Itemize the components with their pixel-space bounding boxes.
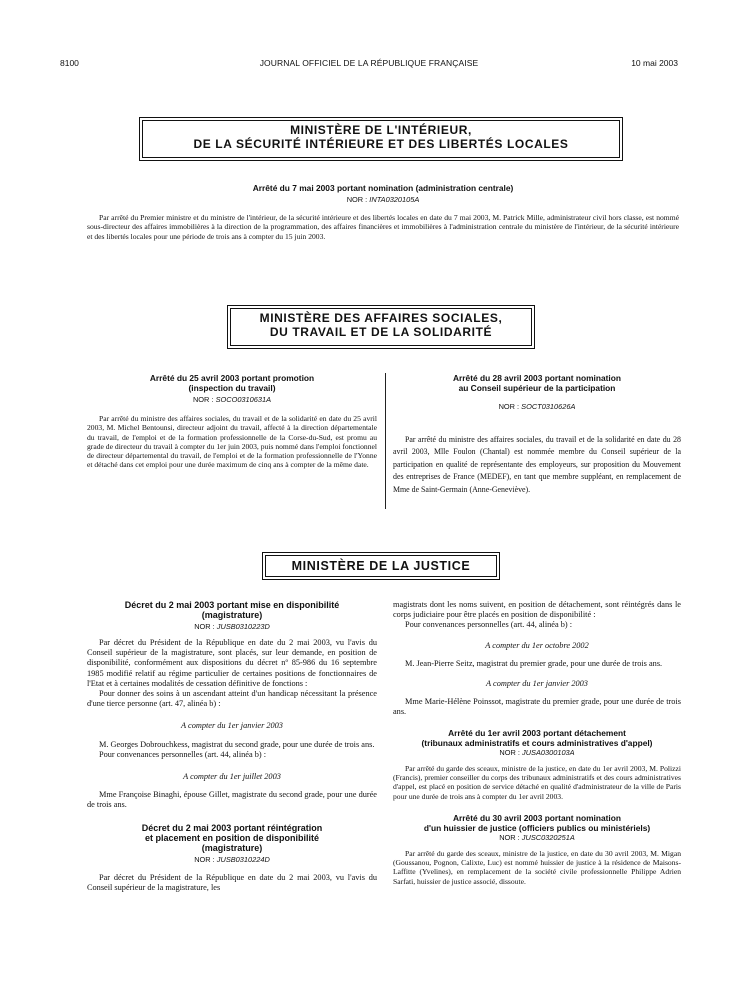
effective-date: A compter du 1er octobre 2002 bbox=[485, 640, 589, 650]
article-title-line-2: au Conseil supérieur de la participation bbox=[458, 383, 616, 393]
nor-reference: NOR : JUSB0310223D bbox=[194, 622, 270, 631]
ministry-line-2: DE LA SÉCURITÉ INTÉRIEURE ET DES LIBERTÉS LOCALES bbox=[193, 137, 569, 151]
running-header bbox=[60, 58, 678, 72]
paragraph: Mme Françoise Binaghi, épouse Gillet, magistrate du second grade, pour une durée de trois ans. bbox=[87, 790, 377, 810]
article-title-line-2: (inspection du travail) bbox=[188, 383, 276, 393]
journal-title: JOURNAL OFFICIEL DE LA RÉPUBLIQUE FRANÇAISE bbox=[259, 58, 479, 68]
arrete-title-line-2: (tribunaux administratifs et cours administratives d'appel) bbox=[421, 737, 653, 748]
justice-right-column bbox=[393, 600, 681, 886]
ministry-line-1: MINISTÈRE DES AFFAIRES SOCIALES, bbox=[259, 311, 503, 325]
nor-reference: NOR : INTA0320105A bbox=[346, 195, 420, 204]
ministry-line-1: MINISTÈRE DE L'INTÉRIEUR, bbox=[290, 123, 472, 137]
nor-reference: NOR : JUSC0320251A bbox=[499, 832, 575, 842]
arrete-interieur bbox=[87, 183, 679, 241]
column-divider bbox=[385, 373, 386, 509]
effective-date: A compter du 1er juillet 2003 bbox=[183, 772, 281, 782]
ministry-title: MINISTÈRE DE LA JUSTICE bbox=[291, 559, 471, 573]
nor-reference: NOR : SOCO0310631A bbox=[192, 395, 272, 404]
article-body: Par arrêté du ministre des affaires sociales, du travail et de la solidarité en date du 25 avril 2003, M. Michel Bentounsi, directeur adjoint du travail, affecté à la direction départementale du travail, de l'emploi et de la formation professionnelle de la Corse-du-Sud, est promu au grade de directeur du travail à compter du 1er juin 2003, puis nommé dans l'emploi fonctionnel de directeur départemental du travail, de l'emploi et de la formation professionnelle de l'Yonne et détaché dans cet emploi pour une durée maximum de cinq ans à compter de la même date. bbox=[87, 414, 377, 470]
paragraph: Pour convenances personnelles (art. 44, alinéa b) : bbox=[99, 749, 267, 759]
paragraph: Pour convenances personnelles (art. 44, alinéa b) : bbox=[405, 620, 573, 630]
decret-title-line-3: (magistrature) bbox=[201, 842, 263, 853]
decret-title-line-2: (magistrature) bbox=[201, 610, 263, 620]
paragraph: Pour donner des soins à un ascendant atteint d'un handicap nécessitant la présence d'une tierce personne (art. 47, alinéa b) : bbox=[87, 689, 377, 709]
paragraph: Mme Marie-Hélène Poinssot, magistrate du premier grade, pour une durée de trois ans. bbox=[393, 697, 681, 717]
decret-title-line-1: Décret du 2 mai 2003 portant réintégration bbox=[141, 822, 323, 833]
ministry-heading-interieur bbox=[139, 117, 623, 161]
paragraph: Par décret du Président de la République en date du 2 mai 2003, vu l'avis du Conseil supérieur de la magistrature, les bbox=[87, 872, 377, 892]
nor-reference: NOR : JUSA0300103A bbox=[499, 747, 575, 757]
ministry-heading-justice bbox=[262, 552, 500, 580]
effective-date: A compter du 1er janvier 2003 bbox=[486, 679, 588, 689]
arrete-title-line-1: Arrêté du 30 avril 2003 portant nomination bbox=[452, 812, 621, 823]
paragraph: Par décret du Président de la République en date du 2 mai 2003, vu l'avis du Conseil supérieur de la magistrature, sont placés, sur leur demande, en position de disponibilité, conformément aux dispositions du décret nº 85-986 du 16 septembre 1985 modifié relatif au régime particulier de certaines positions de fonctionnaires de l'Etat et à certaines modalités de cessation définitive de fonctions : bbox=[87, 638, 377, 688]
issue-date: 10 mai 2003 bbox=[631, 58, 678, 68]
article-body: Par arrêté du garde des sceaux, ministre de la justice, en date du 30 avril 2003, M. Migan (Goussanou, Pognon, Calixte, Luc) est nommé huissier de justice à la résidence de Maisons-Laffitte (Yvelines), en remplacement de la société civile professionnelle Philippe Adrien Sarfati, huissier de justice associé, dissoute. bbox=[393, 848, 681, 886]
decret-title-line-1: Décret du 2 mai 2003 portant mise en disponibilité bbox=[124, 600, 340, 610]
page-number: 8100 bbox=[60, 58, 79, 68]
article-title: Arrêté du 7 mai 2003 portant nomination (administration centrale) bbox=[252, 183, 514, 193]
article-title-line-1: Arrêté du 28 avril 2003 portant nomination bbox=[452, 373, 621, 383]
article-body: Par arrêté du Premier ministre et du ministre de l'intérieur, de la sécurité intérieure et des libertés locales en date du 7 mai 2003, M. Patrick Mille, administrateur civil hors classe, est nommé sous-directeur des affaires immobilières à la direction de la programmation, des affaires financières et immobilières à l'administration centrale du ministère de l'intérieur, de la sécurité intérieure et des libertés locales pour une période de trois ans à compter du 15 juin 2003. bbox=[87, 213, 679, 241]
paragraph: M. Georges Dobrouchkess, magistrat du second grade, pour une durée de trois ans. bbox=[99, 739, 375, 749]
effective-date: A compter du 1er janvier 2003 bbox=[181, 721, 283, 731]
paragraph: magistrats dont les noms suivent, en position de détachement, sont réintégrés dans le corps judiciaire pour être placés en position de disponibilité : bbox=[393, 600, 681, 620]
nor-reference: NOR : JUSB0310224D bbox=[194, 854, 270, 864]
arrete-promotion bbox=[87, 373, 377, 470]
paragraph: M. Jean-Pierre Seitz, magistrat du premier grade, pour une durée de trois ans. bbox=[405, 658, 663, 668]
justice-left-column bbox=[87, 600, 377, 893]
nor-reference: NOR : SOCT0310626A bbox=[498, 402, 576, 411]
article-body: Par arrêté du ministre des affaires sociales, du travail et de la solidarité en date du 28 avril 2003, Mlle Foulon (Chantal) est nommée membre du Conseil supérieur de la participation en qualité de représentante des employeurs, sur proposition du Mouvement des entreprises de France (MEDEF), en tant que membre suppléant, en remplacement de Mme de Saint-Germain (Anne-Geneviève). bbox=[393, 435, 681, 494]
arrete-title-line-2: d'un huissier de justice (officiers publics ou ministériels) bbox=[423, 822, 651, 833]
arrete-title-line-1: Arrêté du 1er avril 2003 portant détachement bbox=[448, 727, 626, 738]
ministry-heading-affaires-sociales bbox=[227, 305, 535, 349]
article-body: Par arrêté du garde des sceaux, ministre de la justice, en date du 1er avril 2003, M. Polizzi (Francis), premier conseiller du corps des tribunaux administratifs et des cours administratives d'appel, est placé en position de service détaché en qualité d'administrateur de la ville de Paris pour une durée de trois ans à compter du 1er avril 2003. bbox=[393, 763, 681, 801]
article-title-line-1: Arrêté du 25 avril 2003 portant promotion bbox=[149, 373, 315, 383]
decret-title-line-2: et placement en position de disponibilité bbox=[144, 832, 320, 843]
ministry-line-2: DU TRAVAIL ET DE LA SOLIDARITÉ bbox=[269, 325, 493, 339]
arrete-nomination-participation bbox=[393, 373, 681, 496]
